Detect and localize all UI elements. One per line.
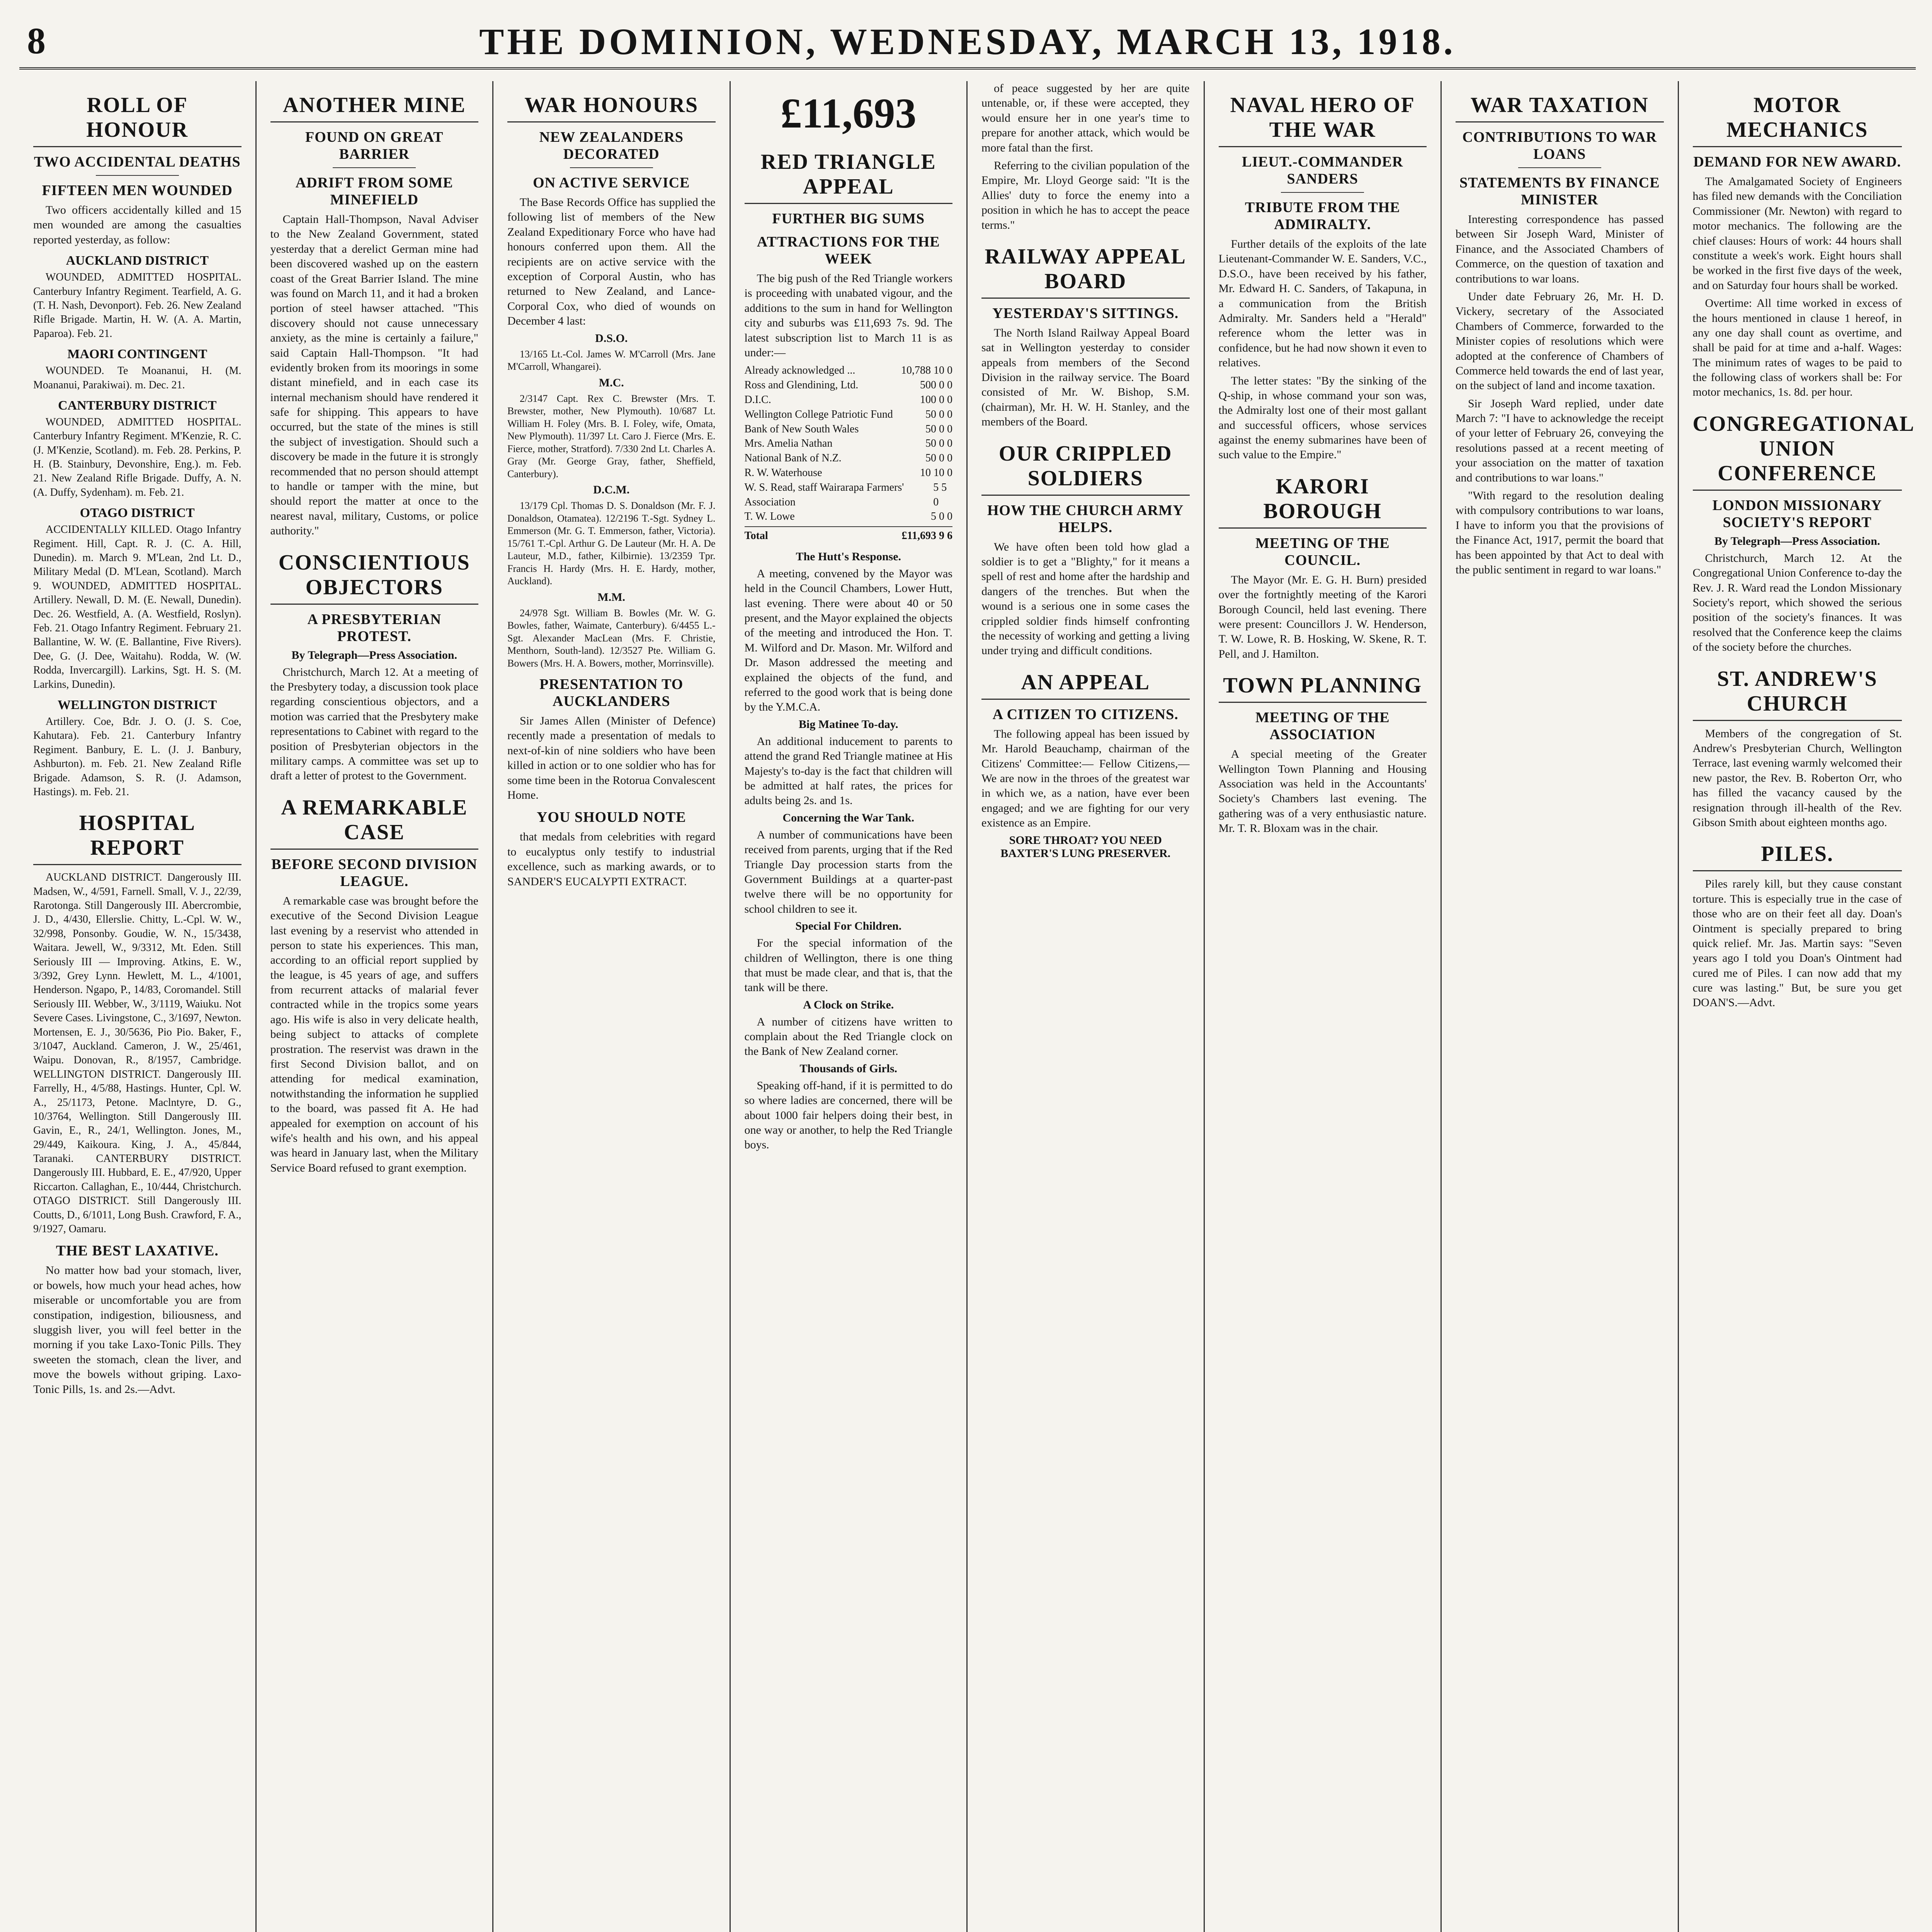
canterbury-district-text: WOUNDED, ADMITTED HOSPITAL. Canterbury Infantry Regiment. M'Kenzie, R. C. (J. M'Kenzie, Scotland). m. Feb. 28. Perkins, P. H. (B. Stainbury, Devonshire, Eng.). m. Feb. 21. New Zealand Rifle Brigade. Duffy, A. N. (A. Duffy, Sydenham). m. Feb. 21. bbox=[33, 416, 242, 498]
missionary-report-subheading: LONDON MISSIONARY SOCIETY'S REPORT bbox=[1712, 497, 1882, 531]
adrift-subheading: ADRIFT FROM SOME MINEFIELD bbox=[295, 175, 453, 208]
war-tank-text: A number of communications have been received from parents, urging that if the Red Triangle Day procession starts from the Government Buildings at a quarter-past twelve there will be no opportunity for school children to see it. bbox=[744, 828, 952, 915]
honours-intro-text: The Base Records Office has supplied the following list of members of the New Zealand Expeditionary Force who have had honours conferred upon them. All the recipients are on active service with the exception of Corporal Austin, who has returned to New Zealand, and Lance-Corporal Cox, who died of wounds on December 4 last: bbox=[507, 196, 716, 328]
canterbury-district-heading: CANTERBURY DISTRICT bbox=[58, 398, 217, 413]
big-sums-subheading: FURTHER BIG SUMS bbox=[772, 211, 925, 227]
auckland-district-text: WOUNDED, ADMITTED HOSPITAL. Canterbury Infantry Regiment. Tearfield, A. G. (T. H. Nash, Devonport). Feb. 26. New Zealand Rifle Brigade. Martin, H. W. (A. A. Martin, Paparoa). Feb. 21. bbox=[33, 271, 242, 340]
mm-list: 24/978 Sgt. William B. Bowles (Mr. W. G. Bowles, father, Waimate, Canterbury). 6/4455 L.-Sgt. Alexander MacLean (Mrs. F. Christie, Menthorn, South-land). 12/3527 Pte. William G. Bowers (Mrs. H. A. Bowers, mother, Morrinsville). bbox=[507, 607, 716, 669]
great-barrier-subheading: FOUND ON GREAT BARRIER bbox=[305, 129, 444, 162]
motor-mechanics-heading: MOTOR MECHANICS bbox=[1693, 93, 1902, 147]
taxation-text-4: "With regard to the resolution dealing with compulsory contributions to war loans, I have to inform you that the provisions of the Finance Act, 1917, permit the board that has been appointed by that Act to deal with the public sentiment in regard to war loans." bbox=[1456, 489, 1664, 576]
divider bbox=[570, 167, 653, 168]
presentation-subheading: PRESENTATION TO AUCKLANDERS bbox=[539, 676, 684, 710]
baxter-ad: SORE THROAT? YOU NEED BAXTER'S LUNG PRESERVER. bbox=[1000, 833, 1171, 860]
red-triangle-heading: RED TRIANGLE APPEAL bbox=[745, 150, 953, 204]
crippled-soldiers-text: We have often been told how glad a soldier is to get a "Blighty," for it means a spell of rest and home after the hardship and dangers of the trenches. But when the wound is a serious one in some cases the crippled soldier finds himself confronting the necessity of working and getting a living under trying and difficult conditions. bbox=[981, 540, 1190, 657]
otago-district-heading: OTAGO DISTRICT bbox=[80, 506, 195, 520]
karori-borough-heading: KARORI BOROUGH bbox=[1219, 474, 1427, 529]
attractions-subheading: ATTRACTIONS FOR THE WEEK bbox=[757, 234, 940, 267]
column-3 bbox=[493, 81, 731, 1932]
roll-intro: Two officers accidentally killed and 15 men wounded are among the casualties reported yesterday, as follow: bbox=[33, 204, 242, 246]
war-taxation-heading: WAR TAXATION bbox=[1456, 93, 1664, 122]
dso-label: D.S.O. bbox=[595, 332, 628, 345]
accidental-deaths-subheading: TWO ACCIDENTAL DEATHS bbox=[34, 154, 241, 170]
appeal-total-banner: £11,693 bbox=[781, 90, 917, 137]
congregational-text: Christchurch, March 12. At the Congregational Union Conference to-day the Rev. J. R. Ward read the London Missionary Society's report, which showed the serious position of the society's finances. It was resolved that the Conference keep the claims of the society before the churches. bbox=[1692, 551, 1902, 654]
divider bbox=[1281, 192, 1364, 193]
piles-ad-heading: PILES. bbox=[1693, 842, 1902, 871]
piles-ad-text: Piles rarely kill, but they cause constant torture. This is especially true in the case of those who are on their feet all day. Doan's Ointment is specially prepared to bring quick relief. Mr. Jas. Martin says: "Seven years ago I told you Doan's Ointment had cured me of Piles. I can now add that my cure was lasting." But, be sure you get DOAN'S.—Advt. bbox=[1692, 878, 1902, 1009]
clock-strike-label: A Clock on Strike. bbox=[803, 998, 894, 1011]
subscription-row: Bank of New South Wales 50 0 0 bbox=[744, 423, 952, 435]
presbyterian-protest-subheading: A PRESBYTERIAN PROTEST. bbox=[307, 611, 442, 645]
subscription-total: Total £11,693 9 6 bbox=[745, 526, 953, 543]
admiralty-subheading: TRIBUTE FROM THE ADMIRALTY. bbox=[1245, 199, 1400, 233]
maori-contingent-heading: MAORI CONTINGENT bbox=[67, 347, 207, 362]
masthead bbox=[19, 15, 1916, 70]
naval-hero-text-2: The letter states: "By the sinking of the Q-ship, in whose command your son was, the Admiralty lost one of their most gallant and successful officers, whose services against the enemy submarines have been of such value to the Empire." bbox=[1218, 374, 1427, 461]
railway-appeal-text: The North Island Railway Appeal Board sat in Wellington yesterday to consider appeals from members of the Second Division in the railway service. The Board consisted of Mr. W. Bishop, S.M. (chairman), Mr. H. W. H. Stanley, and the members of the Board. bbox=[981, 326, 1190, 429]
column-2 bbox=[257, 81, 494, 1932]
active-service-subheading: ON ACTIVE SERVICE bbox=[533, 175, 690, 191]
mc-label: M.C. bbox=[599, 376, 624, 389]
conscientious-objectors-heading: CONSCIENTIOUS OBJECTORS bbox=[270, 550, 479, 605]
matinee-label: Big Matinee To-day. bbox=[798, 718, 898, 731]
decorated-subheading: NEW ZEALANDERS DECORATED bbox=[539, 129, 684, 162]
hospital-report-heading: HOSPITAL REPORT bbox=[33, 811, 242, 865]
column-4 bbox=[731, 81, 968, 1932]
you-should-note-subheading: YOU SHOULD NOTE bbox=[536, 809, 686, 826]
karori-text: The Mayor (Mr. E. G. H. Burn) presided over the fortnightly meeting of the Karori Borough Council, held last evening. There were present: Councillors J. W. Henderson, T. W. Lowe, R. B. Hosking, W. Skene, R. T. Pell, and J. Hamilton. bbox=[1218, 573, 1427, 660]
otago-district-text: ACCIDENTALLY KILLED. Otago Infantry Regiment. Hill, Capt. R. J. (C. A. Hill, Dunedin). m. March 9. M'Lean, 2nd Lt. D., Military Medal (D. M'Lean, Scotland). March 9. WOUNDED, ADMITTED HOSPITAL. Artillery. Newall, D. M. (E. Newall, Dunedin). Dec. 26. Westfield, A. (A. Westfield, Roslyn). Feb. 21. Otago Infantry Regiment. February 21. Ballantine, W. W. (E. Ballantine, Five Rivers). Dee, G. (J. Dee, Waitahu). Rodda, W. (W. Rodda, Invercargill). Larkins, Sgt. H. S. (M. Larkins, Dunedin). bbox=[33, 524, 242, 690]
column-5 bbox=[968, 81, 1205, 1932]
presentation-text: Sir James Allen (Minister of Defence) recently made a presentation of medals to next-of-kin of nine soldiers who have been killed in action or to one soldier who has for some time been in the Rotorua Convalescent Home. bbox=[507, 714, 716, 801]
divider bbox=[1518, 167, 1601, 168]
subscription-row: National Bank of N.Z. 50 0 0 bbox=[744, 452, 952, 464]
column-1 bbox=[19, 81, 257, 1932]
naval-hero-heading: NAVAL HERO OF THE WAR bbox=[1219, 93, 1427, 147]
finance-minister-subheading: STATEMENTS BY FINANCE MINISTER bbox=[1459, 175, 1660, 208]
naval-hero-text: Further details of the exploits of the late Lieutenant-Commander W. E. Sanders, V.C., D.S.O., have been received by his father, Mr. Edward H. C. Sanders, of Takapuna, in a communication from the British Admiralty. Mr. Sanders held a "Herald" reference whom the letter was in confidence, but he had now shown it even to relatives. bbox=[1218, 238, 1427, 369]
war-loans-subheading: CONTRIBUTIONS TO WAR LOANS bbox=[1462, 129, 1657, 162]
subscription-row: R. W. Waterhouse 10 10 0 bbox=[744, 466, 952, 479]
war-honours-heading: WAR HONOURS bbox=[507, 93, 716, 122]
town-planning-text: A special meeting of the Greater Wellington Town Planning and Housing Association was held in the Accountants' Society's Chambers last evening. The gathering was of a very enthusiastic nature. Mr. T. R. Bloxam was in the chair. bbox=[1218, 748, 1427, 835]
remarkable-case-heading: A REMARKABLE CASE bbox=[270, 795, 479, 850]
divider bbox=[333, 167, 416, 168]
special-children-label: Special For Children. bbox=[795, 920, 902, 933]
mine-article-text: Captain Hall-Thompson, Naval Adviser to the New Zealand Government, stated yesterday that a derelict German mine had been discovered washed up on the eastern coast of the Great Barrier Island. The mine was found on March 11, and it had a broken portion of steel hawser attached. "This discovery should not cause unnecessary anxiety, as the mine is certainly a failure," said Captain Hall-Thompson. "It had evidently broken from its moorings in some distant minefield, and in each case its internal mechanism should have rendered it safe for shipping. This appears to have occurred, but the state of the mines is still the subject of investigation. Should such a discovery be made in the future it is strongly recommended that no person should attempt to handle or tamper with the mine, but should report the matter at once to the nearest naval, military, Customs, or police authority." bbox=[270, 213, 478, 537]
dso-list: 13/165 Lt.-Col. James W. M'Carroll (Mrs. Jane M'Carroll, Whangarei). bbox=[507, 348, 716, 372]
column-7 bbox=[1442, 81, 1679, 1932]
wellington-district-text: Artillery. Coe, Bdr. J. O. (J. S. Coe, Kahutara). Feb. 21. Canterbury Infantry Regiment. Banbury, E. L. (J. J. Banbury, Ashburton). m. Feb. 21. New Zealand Rifle Brigade. Adamson, S. R. (J. Adamson, Hastings). m. Feb. 21. bbox=[33, 715, 242, 798]
mc-list: 2/3147 Capt. Rex C. Brewster (Mrs. T. Brewster, mother, New Plymouth). 10/687 Lt. William H. Foley (Mrs. B. I. Foley, wife, Omata, New Plymouth). 11/397 Lt. Caro J. Fierce (Mrs. E. Fierce, mother, Stratford). 7/330 2nd Lt. Charles A. Gray (Mr. George Gray, father, Sheffield, Canterbury). bbox=[507, 393, 716, 480]
hospital-report-text: AUCKLAND DISTRICT. Dangerously III. Madsen, W., 4/591, Farnell. Small, V. J., 22/39, Rarotonga. Still Dangerously III. Abercrombie, J. D., 4/430, Ellerslie. Chitty, L.-Cpl. W. W., 32/998, Ponsonby. Goudie, W. N., 15/3438, Waitara. Jewell, W., 9/3312, Mt. Eden. Still Seriously III — Improving. Atkins, E. W., 3/392, Grey Lynn. Hewlett, M. L., 4/1001, Henderson. Ngapo, P., 14/83, Coromandel. Still Seriously III. Webber, W., 3/1119, Waiuku. Not Severe Cases. Livingstone, C., 3/1697, Newton. Mortensen, E. J., 30/5636, Pio Pio. Baker, F., 3/1047, Auckland. Cameron, J. W., 25/461, Waipu. Donovan, R., 8/1957, Cambridge. WELLINGTON DISTRICT. Dangerously III. Farrelly, H., 4/5/88, Hastings. Hunter, Cpl. W. A., 25/1173, Petone. Maclntyre, D. G., 10/3764, Wellington. Still Dangerously III. Gavin, E., R., 24/1, Wellington. Jones, M., 29/449, Kaikoura. King, J. A., 45/844, Taranaki. CANTERBURY DISTRICT. Dangerously III. Hubbard, E. E., 47/920, Upper Riccarton. Callaghan, E., 10/444, Christchurch. OTAGO DISTRICT. Still Dangerously III. Coutts, D., 6/1011, Long Bush. Crawford, F. A., 9/1927, Oamaru. bbox=[33, 871, 242, 1235]
subscription-row: Already acknowledged ... 10,788 10 0 bbox=[744, 364, 952, 377]
council-meeting-subheading: MEETING OF THE COUNCIL. bbox=[1255, 535, 1390, 568]
thousands-girls-text: Speaking off-hand, if it is permitted to do so where ladies are concerned, there will be about 1000 fair helpers doing their best, in one way or another, to help the Red Triangle boys. bbox=[744, 1079, 952, 1151]
continued-article-text: of peace suggested by her are quite untenable, or, if these were accepted, they would ensure her in one year's time to prepare for another attack, which would be more fatal than the first. bbox=[981, 82, 1190, 154]
appeal-intro-text: The big push of the Red Triangle workers is proceeding with unabated vigour, and the additions to the sum in hand for Wellington city and suburbs was £11,693 7s. 9d. The latest subscription list to March 11 is as under:— bbox=[744, 272, 952, 359]
another-mine-heading: ANOTHER MINE bbox=[270, 93, 479, 122]
taxation-text-2: Under date February 26, Mr. H. D. Vickery, secretary of the Associated Chambers of Commerce, forwarded to the Minister copies of resolutions which were adopted at the conference of Chambers of Commerce held towards the end of last year, on the subject of land and income taxation. bbox=[1456, 290, 1664, 392]
hutt-response-text: A meeting, convened by the Mayor was held in the Council Chambers, Lower Hutt, last evening. There were about 40 or 50 present, and the Mayor explained the objects of the meeting and introduced the Hon. T. M. Wilford and Dr. Mason. Mr. Wilford and Dr. Mason addressed the meeting and explained the objects of the fund, and referred to the good work that is being done by the Y.M.C.A. bbox=[744, 567, 952, 714]
special-children-text: For the special information of the children of Wellington, there is one thing that must be made clear, and that is, that the tank will be there. bbox=[744, 937, 952, 994]
continued-article-text-2: Referring to the civilian population of the Empire, Mr. Lloyd George said: "It is the Allies' duty to force the enemy into a position in which he has to accept the peace terms." bbox=[981, 159, 1190, 231]
citizens-subheading: A CITIZEN TO CITIZENS. bbox=[992, 706, 1179, 723]
clock-strike-text: A number of citizens have written to complain about the Red Triangle clock on the Bank of New Zealand corner. bbox=[744, 1015, 952, 1058]
press-byline: By Telegraph—Press Association. bbox=[291, 648, 457, 662]
thousands-girls-label: Thousands of Girls. bbox=[799, 1062, 898, 1075]
town-planning-heading: TOWN PLANNING bbox=[1219, 673, 1427, 703]
page-number: 8 bbox=[27, 20, 46, 61]
mm-label: M.M. bbox=[597, 590, 626, 604]
association-meeting-subheading: MEETING OF THE ASSOCIATION bbox=[1255, 709, 1390, 743]
column-8 bbox=[1679, 81, 1916, 1932]
objectors-article-text: Christchurch, March 12. At a meeting of the Presbytery today, a discussion took place regarding conscientious objectors, and a motion was carried that the Presbytery make representations to Cabinet with regard to the position of Presbyterian objectors in the military camps. A committee was set up to draft a letter of protest to the Government. bbox=[270, 665, 478, 782]
dcm-list: 13/179 Cpl. Thomas D. S. Donaldson (Mr. F. J. Donaldson, Otamatea). 12/2196 T.-Sgt. Sydney L. Emmerson (Mr. G. T. Emmerson, father, Victoria). 15/761 T.-Cpl. Arthur G. De Lauteur (Mr. H. A. De Lauteur, M.D., father, Kilbirnie). 13/2359 Tpr. Francis H. Hardy (Mrs. H. E. Hardy, mother, Auckland). bbox=[507, 500, 716, 587]
wellington-district-heading: WELLINGTON DISTRICT bbox=[58, 697, 217, 712]
subscription-list bbox=[745, 363, 953, 543]
you-should-note-text: that medals from celebrities with regard to eucalyptus only testify to industrial excellence, such as marking awards, or to SANDER'S EUCALYPTI EXTRACT. bbox=[507, 830, 716, 888]
subscription-row: Wellington College Patriotic Fund 50 0 0 bbox=[744, 408, 952, 420]
auckland-district-heading: AUCKLAND DISTRICT bbox=[66, 253, 209, 268]
remarkable-case-text: A remarkable case was brought before the executive of the Second Division League last evening by a reservist who attended in person to state his experiences. This man, according to an official report supplied by the league, is 45 years of age, and suffers from recurrent attacks of malarial fever contracted while in the tropics some years ago. His wife is also in very delicate health, being subject to attacks of complete prostration. The reservist was drawn in the first Second Division ballot, and on attending for medical examination, notwithstanding the information he supplied to the board, was passed fit A. He had appealed for exemption on account of his wife's health and his own, and his appeal was heard in January last, when the Military Service Board refused to grant exemption. bbox=[270, 894, 478, 1174]
laxative-ad-text: No matter how bad your stomach, liver, or bowels, how much your head aches, how miserable or uncomfortable you are from constipation, indigestion, biliousness, and sluggish liver, you will feel better in the morning if you take Laxo-Tonic Pills. They sweeten the stomach, clean the liver, and move the bowels without griping. Laxo-Tonic Pills, 1s. and 2s.—Advt. bbox=[33, 1264, 242, 1396]
subscription-row: Mrs. Amelia Nathan 50 0 0 bbox=[744, 437, 952, 450]
maori-contingent-text: WOUNDED. Te Moananui, H. (M. Moananui, Parakiwai). m. Dec. 21. bbox=[33, 365, 242, 391]
laxative-ad-heading: THE BEST LAXATIVE. bbox=[56, 1243, 219, 1259]
sanders-subheading: LIEUT.-COMMANDER SANDERS bbox=[1242, 154, 1403, 187]
an-appeal-heading: AN APPEAL bbox=[981, 670, 1190, 700]
congregational-union-heading: CONGREGATIONAL UNION CONFERENCE bbox=[1693, 412, 1902, 491]
mechanics-text-1: The Amalgamated Society of Engineers has filed new demands with the Conciliation Commissioner (Mr. Newton) with regard to motor mechanics. The following are the chief clauses: Hours of work: 44 hours shall constitute a week's work. Eight hours shall be worked in the first five days of the week, and on Saturday four hours shall be worked. bbox=[1692, 175, 1902, 292]
new-award-subheading: DEMAND FOR NEW AWARD. bbox=[1693, 154, 1901, 170]
second-division-subheading: BEFORE SECOND DIVISION LEAGUE. bbox=[271, 856, 478, 889]
war-tank-label: Concerning the War Tank. bbox=[782, 811, 915, 824]
matinee-text: An additional inducement to parents to attend the grand Red Triangle matinee at His Majesty's to-day is the fact that children will be admitted at half rates, the prices for adults being 2s. and 1s. bbox=[744, 735, 952, 807]
railway-appeal-heading: RAILWAY APPEAL BOARD bbox=[981, 244, 1190, 299]
divider bbox=[96, 175, 179, 176]
taxation-text-1: Interesting correspondence has passed between Sir Joseph Ward, Minister of Finance, and the Associated Chambers of Commerce, on the question of taxation and contributions to war loans. bbox=[1456, 213, 1664, 285]
press-byline: By Telegraph—Press Association. bbox=[1714, 534, 1880, 548]
an-appeal-text: The following appeal has been issued by Mr. Harold Beauchamp, chairman of the Citizens' Committee:— Fellow Citizens,—We are now in the throes of the greatest war in which we, as a nation, have ever been engaged; and we are fighting for our very existence as an Empire. bbox=[981, 727, 1190, 830]
roll-of-honour-heading: ROLL OF HONOUR bbox=[33, 93, 242, 147]
mechanics-text-2: Overtime: All time worked in excess of the hours mentioned in clause 1 hereof, in any one day shall count as overtime, and shall be paid for at time and a-half. Wages: The minimum rates of wages to be paid to the following class of workers shall be: For motor mechanics, 1s. 8d. per hour. bbox=[1692, 297, 1902, 399]
newspaper-title: THE DOMINION, WEDNESDAY, MARCH 13, 1918. bbox=[479, 20, 1456, 62]
crippled-soldiers-heading: OUR CRIPPLED SOLDIERS bbox=[981, 441, 1190, 496]
column-6 bbox=[1205, 81, 1442, 1932]
church-army-subheading: HOW THE CHURCH ARMY HELPS. bbox=[987, 502, 1184, 536]
dcm-label: D.C.M. bbox=[593, 483, 630, 497]
subscription-row: D.I.C. 100 0 0 bbox=[744, 393, 952, 406]
subscription-row: T. W. Lowe 5 0 0 bbox=[744, 510, 952, 523]
subscription-row: W. S. Read, staff Wairarapa Farmers' Association 5 5 0 bbox=[744, 481, 947, 508]
hutt-response-label: The Hutt's Response. bbox=[796, 550, 901, 563]
columns bbox=[19, 81, 1916, 1932]
subscription-row: Ross and Glendining, Ltd. 500 0 0 bbox=[744, 379, 952, 391]
sittings-subheading: YESTERDAY'S SITTINGS. bbox=[992, 305, 1179, 321]
taxation-text-3: Sir Joseph Ward replied, under date March 7: "I have to acknowledge the receipt of your letter of February 26, conveying the resolutions passed at a recent meeting of your association on the matter of taxation and contributions to war loans." bbox=[1456, 397, 1664, 484]
st-andrews-heading: ST. ANDREW'S CHURCH bbox=[1693, 667, 1902, 721]
st-andrews-text: Members of the congregation of St. Andrew's Presbyterian Church, Wellington Terrace, last evening warmly welcomed their new pastor, the Rev. B. Roberton Orr, who has filled the vacancy caused by the resignation through ill-health of the Rev. Gibson Smith about eighteen months ago. bbox=[1692, 727, 1902, 829]
wounded-subheading: FIFTEEN MEN WOUNDED bbox=[42, 182, 233, 199]
